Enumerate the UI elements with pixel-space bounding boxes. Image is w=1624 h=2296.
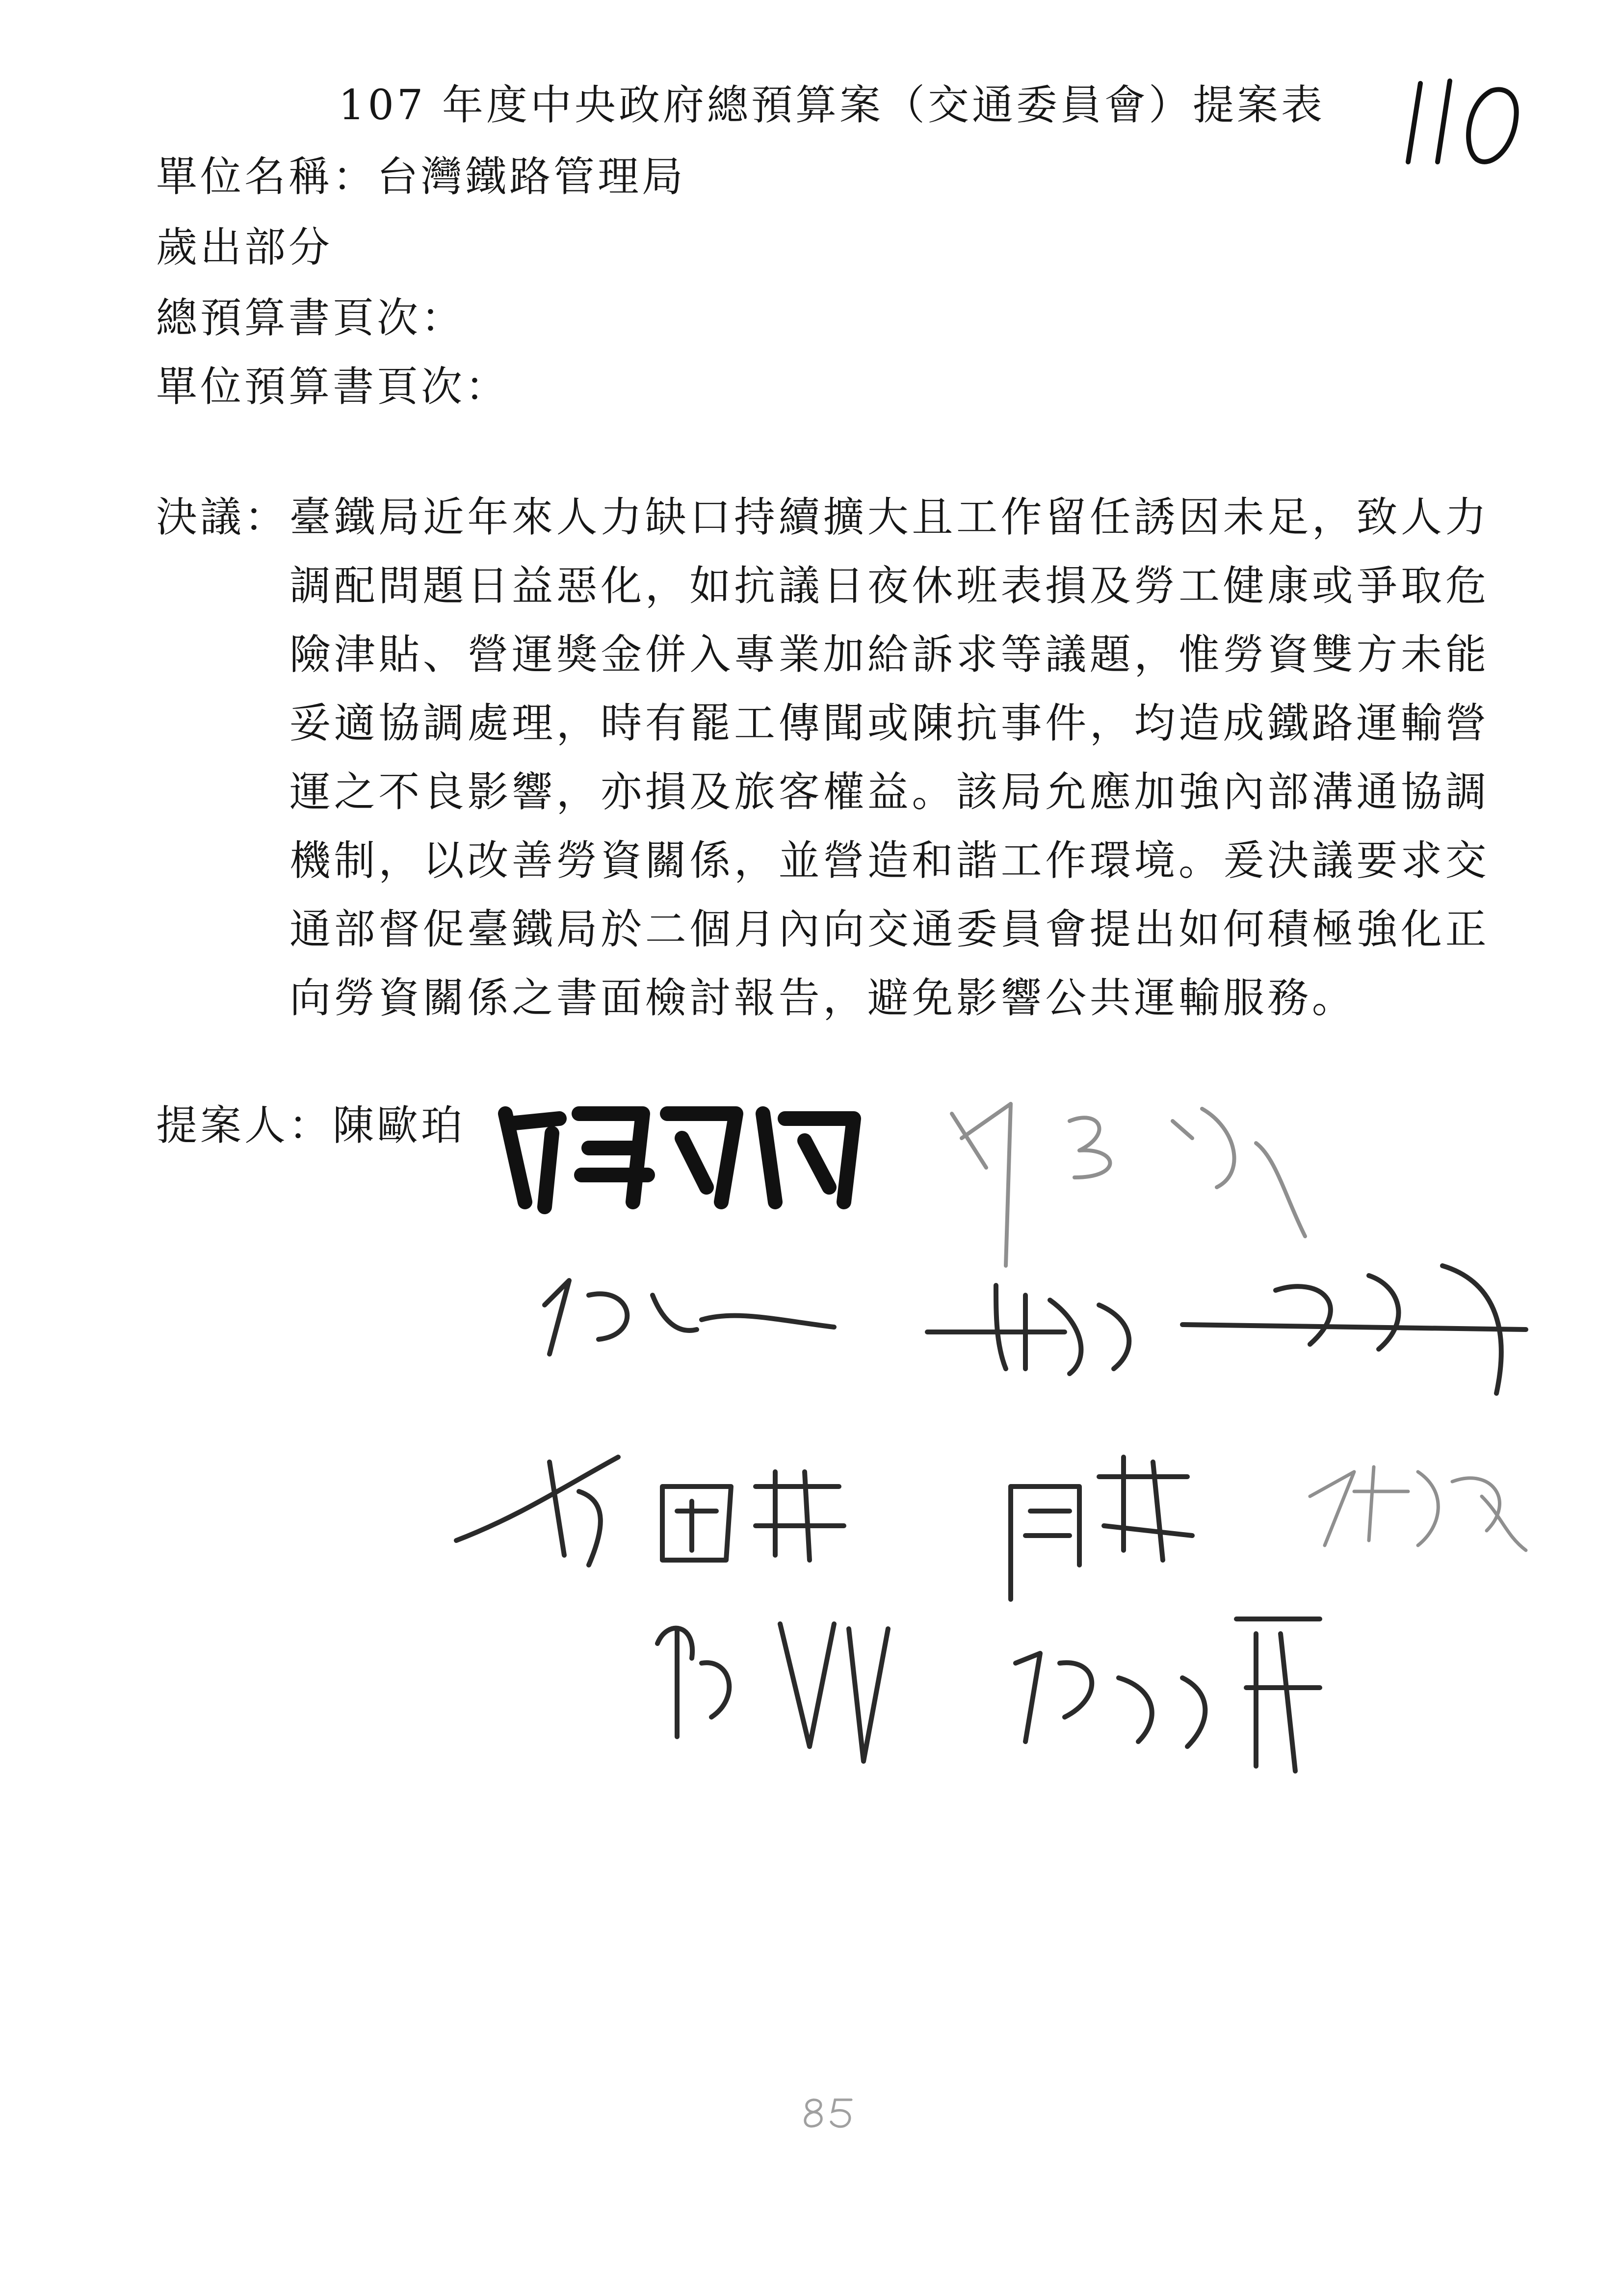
- unit-name: 單位名稱：台灣鐵路管理局: [156, 153, 686, 201]
- faded-signature: [952, 1104, 1305, 1266]
- handwritten-signature-row-four: [657, 1619, 1320, 1771]
- resolution-line: 調配問題日益惡化，如抗議日夜休班表損及勞工健康或爭取危: [289, 562, 1490, 610]
- resolution-label: 決議：: [156, 493, 289, 541]
- resolution-line: 機制，以改善勞資關係，並營造和諧工作環境。爰決議要求交: [289, 836, 1490, 885]
- handwritten-signature: [545, 1266, 1526, 1393]
- resolution-line: 妥適協調處理，時有罷工傳聞或陳抗事件，均造成鐵路運輸營: [289, 699, 1490, 747]
- document-title: 107 年度中央政府總預算案（交通委員會）提案表: [339, 81, 1326, 129]
- unit-budget-page: 單位預算書頁次：: [156, 363, 510, 411]
- handwritten-page-number: [1403, 69, 1541, 177]
- proposer: 提案人：陳歐珀: [156, 1101, 466, 1149]
- total-budget-page: 總預算書頁次：: [156, 294, 466, 342]
- faded-small-signature: [1310, 1467, 1526, 1550]
- expenditure-section: 歲出部分: [156, 223, 333, 271]
- brush-signature: [505, 1114, 854, 1207]
- resolution-line: 運之不良影響，亦損及旅客權益。該局允應加強內部溝通協調: [289, 768, 1490, 816]
- resolution-line: 向勞資關係之書面檢討報告，避免影響公共運輸服務。: [289, 974, 1357, 1022]
- resolution-line: 通部督促臺鐵局於二個月內向交通委員會提出如何積極強化正: [289, 905, 1490, 953]
- handwritten-signature-row-three: [456, 1457, 1192, 1599]
- resolution-line: 險津貼、營運獎金併入專業加給訴求等議題，惟勞資雙方未能: [289, 630, 1490, 678]
- resolution-line: 臺鐵局近年來人力缺口持續擴大且工作留任誘因未足，致人力: [289, 493, 1490, 541]
- footer-handwritten-number: [800, 2091, 864, 2135]
